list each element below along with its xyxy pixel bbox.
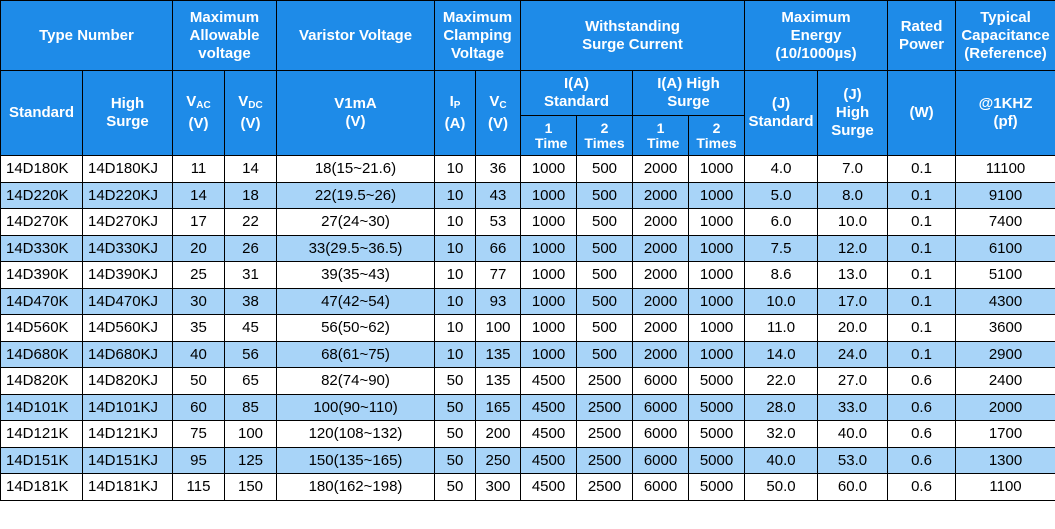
cell-rated-power: 0.6 — [888, 394, 956, 421]
cell-std-2-times: 2500 — [577, 447, 633, 474]
cell-rated-power: 0.1 — [888, 156, 956, 183]
cell-energy-standard: 22.0 — [745, 368, 818, 395]
cell-energy-high-surge: 20.0 — [818, 315, 888, 342]
cell-std-1-time: 1000 — [521, 235, 577, 262]
cell-energy-standard: 50.0 — [745, 474, 818, 501]
cell-high-surge-type: 14D101KJ — [83, 394, 173, 421]
cell-hs-1-time: 2000 — [633, 156, 689, 183]
cell-energy-standard: 7.5 — [745, 235, 818, 262]
cell-energy-standard: 32.0 — [745, 421, 818, 448]
cell-energy-high-surge: 33.0 — [818, 394, 888, 421]
cell-std-1-time: 1000 — [521, 341, 577, 368]
table-row — [1, 341, 1055, 368]
cell-v1ma: 68(61~75) — [277, 341, 435, 368]
header-energy-high-surge: (J) High Surge — [818, 71, 888, 156]
cell-hs-2-times: 1000 — [689, 315, 745, 342]
cell-vac: 30 — [173, 288, 225, 315]
cell-hs-1-time: 2000 — [633, 235, 689, 262]
cell-hs-1-time: 2000 — [633, 288, 689, 315]
header-energy-standard: (J) Standard — [745, 71, 818, 156]
cell-energy-high-surge: 24.0 — [818, 341, 888, 368]
cell-energy-high-surge: 40.0 — [818, 421, 888, 448]
cell-high-surge-type: 14D180KJ — [83, 156, 173, 183]
cell-rated-power: 0.1 — [888, 262, 956, 289]
header-high-surge-2-times: 2 Times — [689, 116, 745, 156]
cell-std-2-times: 500 — [577, 182, 633, 209]
header-v1ma: V1mA (V) — [277, 71, 435, 156]
cell-hs-2-times: 1000 — [689, 182, 745, 209]
cell-energy-standard: 40.0 — [745, 447, 818, 474]
cell-hs-2-times: 1000 — [689, 209, 745, 236]
cell-high-surge-type: 14D270KJ — [83, 209, 173, 236]
cell-high-surge-type: 14D820KJ — [83, 368, 173, 395]
cell-v1ma: 100(90~110) — [277, 394, 435, 421]
cell-energy-high-surge: 13.0 — [818, 262, 888, 289]
cell-standard-type: 14D121K — [1, 421, 83, 448]
cell-vc: 135 — [476, 341, 521, 368]
cell-hs-1-time: 2000 — [633, 182, 689, 209]
cell-vdc: 56 — [225, 341, 277, 368]
cell-std-1-time: 4500 — [521, 394, 577, 421]
cell-vac: 20 — [173, 235, 225, 262]
cell-ip: 50 — [435, 447, 476, 474]
header-vc: $V_C$ (V) — [476, 71, 521, 156]
cell-v1ma: 33(29.5~36.5) — [277, 235, 435, 262]
table-row — [1, 368, 1055, 395]
cell-energy-high-surge: 53.0 — [818, 447, 888, 474]
cell-capacitance: 9100 — [956, 182, 1055, 209]
cell-std-1-time: 1000 — [521, 182, 577, 209]
cell-v1ma: 47(42~54) — [277, 288, 435, 315]
cell-capacitance: 2000 — [956, 394, 1055, 421]
table-row — [1, 315, 1055, 342]
cell-v1ma: 27(24~30) — [277, 209, 435, 236]
cell-standard-type: 14D390K — [1, 262, 83, 289]
cell-hs-1-time: 6000 — [633, 421, 689, 448]
cell-vac: 17 — [173, 209, 225, 236]
cell-hs-1-time: 2000 — [633, 341, 689, 368]
cell-std-1-time: 4500 — [521, 447, 577, 474]
cell-vac: 60 — [173, 394, 225, 421]
cell-vac: 95 — [173, 447, 225, 474]
cell-hs-2-times: 5000 — [689, 421, 745, 448]
header-power-unit: (W) — [888, 71, 956, 156]
cell-standard-type: 14D470K — [1, 288, 83, 315]
cell-v1ma: 18(15~21.6) — [277, 156, 435, 183]
cell-energy-high-surge: 10.0 — [818, 209, 888, 236]
header-type-number: Type Number — [1, 1, 173, 71]
cell-hs-2-times: 5000 — [689, 394, 745, 421]
cell-rated-power: 0.1 — [888, 315, 956, 342]
cell-energy-standard: 10.0 — [745, 288, 818, 315]
header-varistor-voltage: Varistor Voltage — [277, 1, 435, 71]
table-row — [1, 394, 1055, 421]
header-high-surge: High Surge — [83, 71, 173, 156]
cell-std-2-times: 500 — [577, 156, 633, 183]
cell-vac: 115 — [173, 474, 225, 501]
cell-hs-2-times: 1000 — [689, 341, 745, 368]
cell-capacitance: 1300 — [956, 447, 1055, 474]
cell-v1ma: 82(74~90) — [277, 368, 435, 395]
header-max-energy: Maximum Energy (10/1000µs) — [745, 1, 888, 71]
cell-std-2-times: 2500 — [577, 394, 633, 421]
cell-ip: 10 — [435, 341, 476, 368]
cell-energy-high-surge: 27.0 — [818, 368, 888, 395]
header-vac: $V_{AC}$ (V) — [173, 71, 225, 156]
cell-std-2-times: 500 — [577, 288, 633, 315]
cell-rated-power: 0.1 — [888, 182, 956, 209]
cell-ip: 10 — [435, 156, 476, 183]
cell-vac: 11 — [173, 156, 225, 183]
table-row — [1, 182, 1055, 209]
cell-hs-1-time: 2000 — [633, 262, 689, 289]
cell-vac: 40 — [173, 341, 225, 368]
cell-standard-type: 14D820K — [1, 368, 83, 395]
table-row — [1, 262, 1055, 289]
cell-energy-standard: 6.0 — [745, 209, 818, 236]
cell-ip: 10 — [435, 182, 476, 209]
cell-vc: 135 — [476, 368, 521, 395]
cell-ip: 10 — [435, 262, 476, 289]
cell-v1ma: 120(108~132) — [277, 421, 435, 448]
cell-std-2-times: 2500 — [577, 368, 633, 395]
cell-vac: 25 — [173, 262, 225, 289]
cell-vdc: 38 — [225, 288, 277, 315]
cell-capacitance: 5100 — [956, 262, 1055, 289]
cell-energy-standard: 14.0 — [745, 341, 818, 368]
cell-energy-high-surge: 7.0 — [818, 156, 888, 183]
cell-vdc: 18 — [225, 182, 277, 209]
cell-high-surge-type: 14D390KJ — [83, 262, 173, 289]
table-row — [1, 447, 1055, 474]
cell-vc: 300 — [476, 474, 521, 501]
cell-standard-type: 14D330K — [1, 235, 83, 262]
cell-std-2-times: 500 — [577, 341, 633, 368]
cell-ip: 50 — [435, 421, 476, 448]
cell-energy-high-surge: 8.0 — [818, 182, 888, 209]
cell-std-1-time: 1000 — [521, 288, 577, 315]
cell-std-2-times: 2500 — [577, 421, 633, 448]
header-vdc: $V_{DC}$ (V) — [225, 71, 277, 156]
cell-hs-1-time: 6000 — [633, 447, 689, 474]
cell-rated-power: 0.6 — [888, 421, 956, 448]
cell-capacitance: 7400 — [956, 209, 1055, 236]
cell-ip: 10 — [435, 315, 476, 342]
cell-capacitance: 1100 — [956, 474, 1055, 501]
header-standard-1-time: 1 Time — [521, 116, 577, 156]
header-typical-capacitance: Typical Capacitance (Reference) — [956, 1, 1055, 71]
header-max-clamping-voltage: Maximum Clamping Voltage — [435, 1, 521, 71]
cell-high-surge-type: 14D560KJ — [83, 315, 173, 342]
cell-hs-1-time: 2000 — [633, 209, 689, 236]
cell-capacitance: 2400 — [956, 368, 1055, 395]
cell-v1ma: 22(19.5~26) — [277, 182, 435, 209]
header-high-surge-1-time: 1 Time — [633, 116, 689, 156]
cell-rated-power: 0.1 — [888, 209, 956, 236]
cell-capacitance: 3600 — [956, 315, 1055, 342]
cell-hs-2-times: 5000 — [689, 447, 745, 474]
cell-high-surge-type: 14D181KJ — [83, 474, 173, 501]
cell-v1ma: 150(135~165) — [277, 447, 435, 474]
cell-energy-standard: 5.0 — [745, 182, 818, 209]
cell-vdc: 26 — [225, 235, 277, 262]
cell-high-surge-type: 14D330KJ — [83, 235, 173, 262]
cell-standard-type: 14D560K — [1, 315, 83, 342]
cell-v1ma: 56(50~62) — [277, 315, 435, 342]
cell-hs-1-time: 2000 — [633, 315, 689, 342]
header-standard-2-times: 2 Times — [577, 116, 633, 156]
cell-rated-power: 0.6 — [888, 474, 956, 501]
cell-hs-2-times: 5000 — [689, 368, 745, 395]
cell-capacitance: 11100 — [956, 156, 1055, 183]
cell-standard-type: 14D101K — [1, 394, 83, 421]
table-row — [1, 288, 1055, 315]
cell-vac: 50 — [173, 368, 225, 395]
cell-high-surge-type: 14D151KJ — [83, 447, 173, 474]
cell-hs-1-time: 6000 — [633, 394, 689, 421]
cell-std-1-time: 4500 — [521, 474, 577, 501]
cell-vc: 93 — [476, 288, 521, 315]
cell-std-2-times: 2500 — [577, 474, 633, 501]
cell-high-surge-type: 14D680KJ — [83, 341, 173, 368]
cell-capacitance: 1700 — [956, 421, 1055, 448]
cell-vdc: 85 — [225, 394, 277, 421]
cell-energy-high-surge: 60.0 — [818, 474, 888, 501]
cell-vc: 100 — [476, 315, 521, 342]
table-row — [1, 474, 1055, 501]
cell-high-surge-type: 14D121KJ — [83, 421, 173, 448]
cell-ip: 10 — [435, 235, 476, 262]
cell-vdc: 31 — [225, 262, 277, 289]
cell-ip: 10 — [435, 209, 476, 236]
cell-hs-2-times: 5000 — [689, 474, 745, 501]
header-standard: Standard — [1, 71, 83, 156]
cell-vc: 165 — [476, 394, 521, 421]
header-ia-standard: I(A) Standard — [521, 71, 633, 116]
header-capacitance-freq: @1KHZ (pf) — [956, 71, 1055, 156]
table-row — [1, 209, 1055, 236]
table-body — [1, 156, 1055, 501]
header-max-allowable-voltage: Maximum Allowable voltage — [173, 1, 277, 71]
cell-capacitance: 2900 — [956, 341, 1055, 368]
cell-std-1-time: 1000 — [521, 209, 577, 236]
cell-energy-standard: 8.6 — [745, 262, 818, 289]
cell-energy-high-surge: 17.0 — [818, 288, 888, 315]
cell-vc: 43 — [476, 182, 521, 209]
cell-ip: 50 — [435, 368, 476, 395]
cell-std-2-times: 500 — [577, 262, 633, 289]
cell-vdc: 150 — [225, 474, 277, 501]
header-rated-power: Rated Power — [888, 1, 956, 71]
cell-standard-type: 14D270K — [1, 209, 83, 236]
cell-vc: 36 — [476, 156, 521, 183]
header-withstanding-surge-current: Withstanding Surge Current — [521, 1, 745, 71]
cell-hs-2-times: 1000 — [689, 235, 745, 262]
cell-standard-type: 14D220K — [1, 182, 83, 209]
cell-rated-power: 0.1 — [888, 235, 956, 262]
cell-std-1-time: 1000 — [521, 315, 577, 342]
table-row — [1, 421, 1055, 448]
cell-ip: 10 — [435, 288, 476, 315]
cell-vdc: 45 — [225, 315, 277, 342]
cell-rated-power: 0.6 — [888, 447, 956, 474]
cell-standard-type: 14D180K — [1, 156, 83, 183]
cell-vc: 77 — [476, 262, 521, 289]
cell-capacitance: 6100 — [956, 235, 1055, 262]
cell-energy-standard: 4.0 — [745, 156, 818, 183]
cell-vc: 250 — [476, 447, 521, 474]
cell-standard-type: 14D151K — [1, 447, 83, 474]
header-ip: $I_P$ (A) — [435, 71, 476, 156]
cell-std-1-time: 1000 — [521, 156, 577, 183]
cell-vdc: 125 — [225, 447, 277, 474]
cell-vc: 200 — [476, 421, 521, 448]
cell-std-2-times: 500 — [577, 315, 633, 342]
cell-ip: 50 — [435, 394, 476, 421]
cell-rated-power: 0.1 — [888, 288, 956, 315]
cell-v1ma: 180(162~198) — [277, 474, 435, 501]
cell-hs-2-times: 1000 — [689, 288, 745, 315]
cell-vac: 75 — [173, 421, 225, 448]
cell-hs-2-times: 1000 — [689, 262, 745, 289]
cell-vdc: 65 — [225, 368, 277, 395]
cell-vdc: 14 — [225, 156, 277, 183]
cell-standard-type: 14D181K — [1, 474, 83, 501]
cell-rated-power: 0.1 — [888, 341, 956, 368]
cell-vac: 35 — [173, 315, 225, 342]
cell-std-2-times: 500 — [577, 209, 633, 236]
table-row — [1, 235, 1055, 262]
header-ia-high-surge: I(A) High Surge — [633, 71, 745, 116]
cell-rated-power: 0.6 — [888, 368, 956, 395]
cell-std-1-time: 4500 — [521, 421, 577, 448]
cell-vdc: 22 — [225, 209, 277, 236]
cell-vc: 66 — [476, 235, 521, 262]
cell-capacitance: 4300 — [956, 288, 1055, 315]
cell-hs-1-time: 6000 — [633, 368, 689, 395]
cell-ip: 50 — [435, 474, 476, 501]
cell-v1ma: 39(35~43) — [277, 262, 435, 289]
cell-hs-2-times: 1000 — [689, 156, 745, 183]
cell-energy-standard: 11.0 — [745, 315, 818, 342]
cell-high-surge-type: 14D220KJ — [83, 182, 173, 209]
cell-vac: 14 — [173, 182, 225, 209]
cell-high-surge-type: 14D470KJ — [83, 288, 173, 315]
cell-hs-1-time: 6000 — [633, 474, 689, 501]
cell-vdc: 100 — [225, 421, 277, 448]
cell-standard-type: 14D680K — [1, 341, 83, 368]
cell-std-1-time: 4500 — [521, 368, 577, 395]
cell-std-2-times: 500 — [577, 235, 633, 262]
cell-energy-high-surge: 12.0 — [818, 235, 888, 262]
cell-std-1-time: 1000 — [521, 262, 577, 289]
cell-energy-standard: 28.0 — [745, 394, 818, 421]
cell-vc: 53 — [476, 209, 521, 236]
table-row — [1, 156, 1055, 183]
